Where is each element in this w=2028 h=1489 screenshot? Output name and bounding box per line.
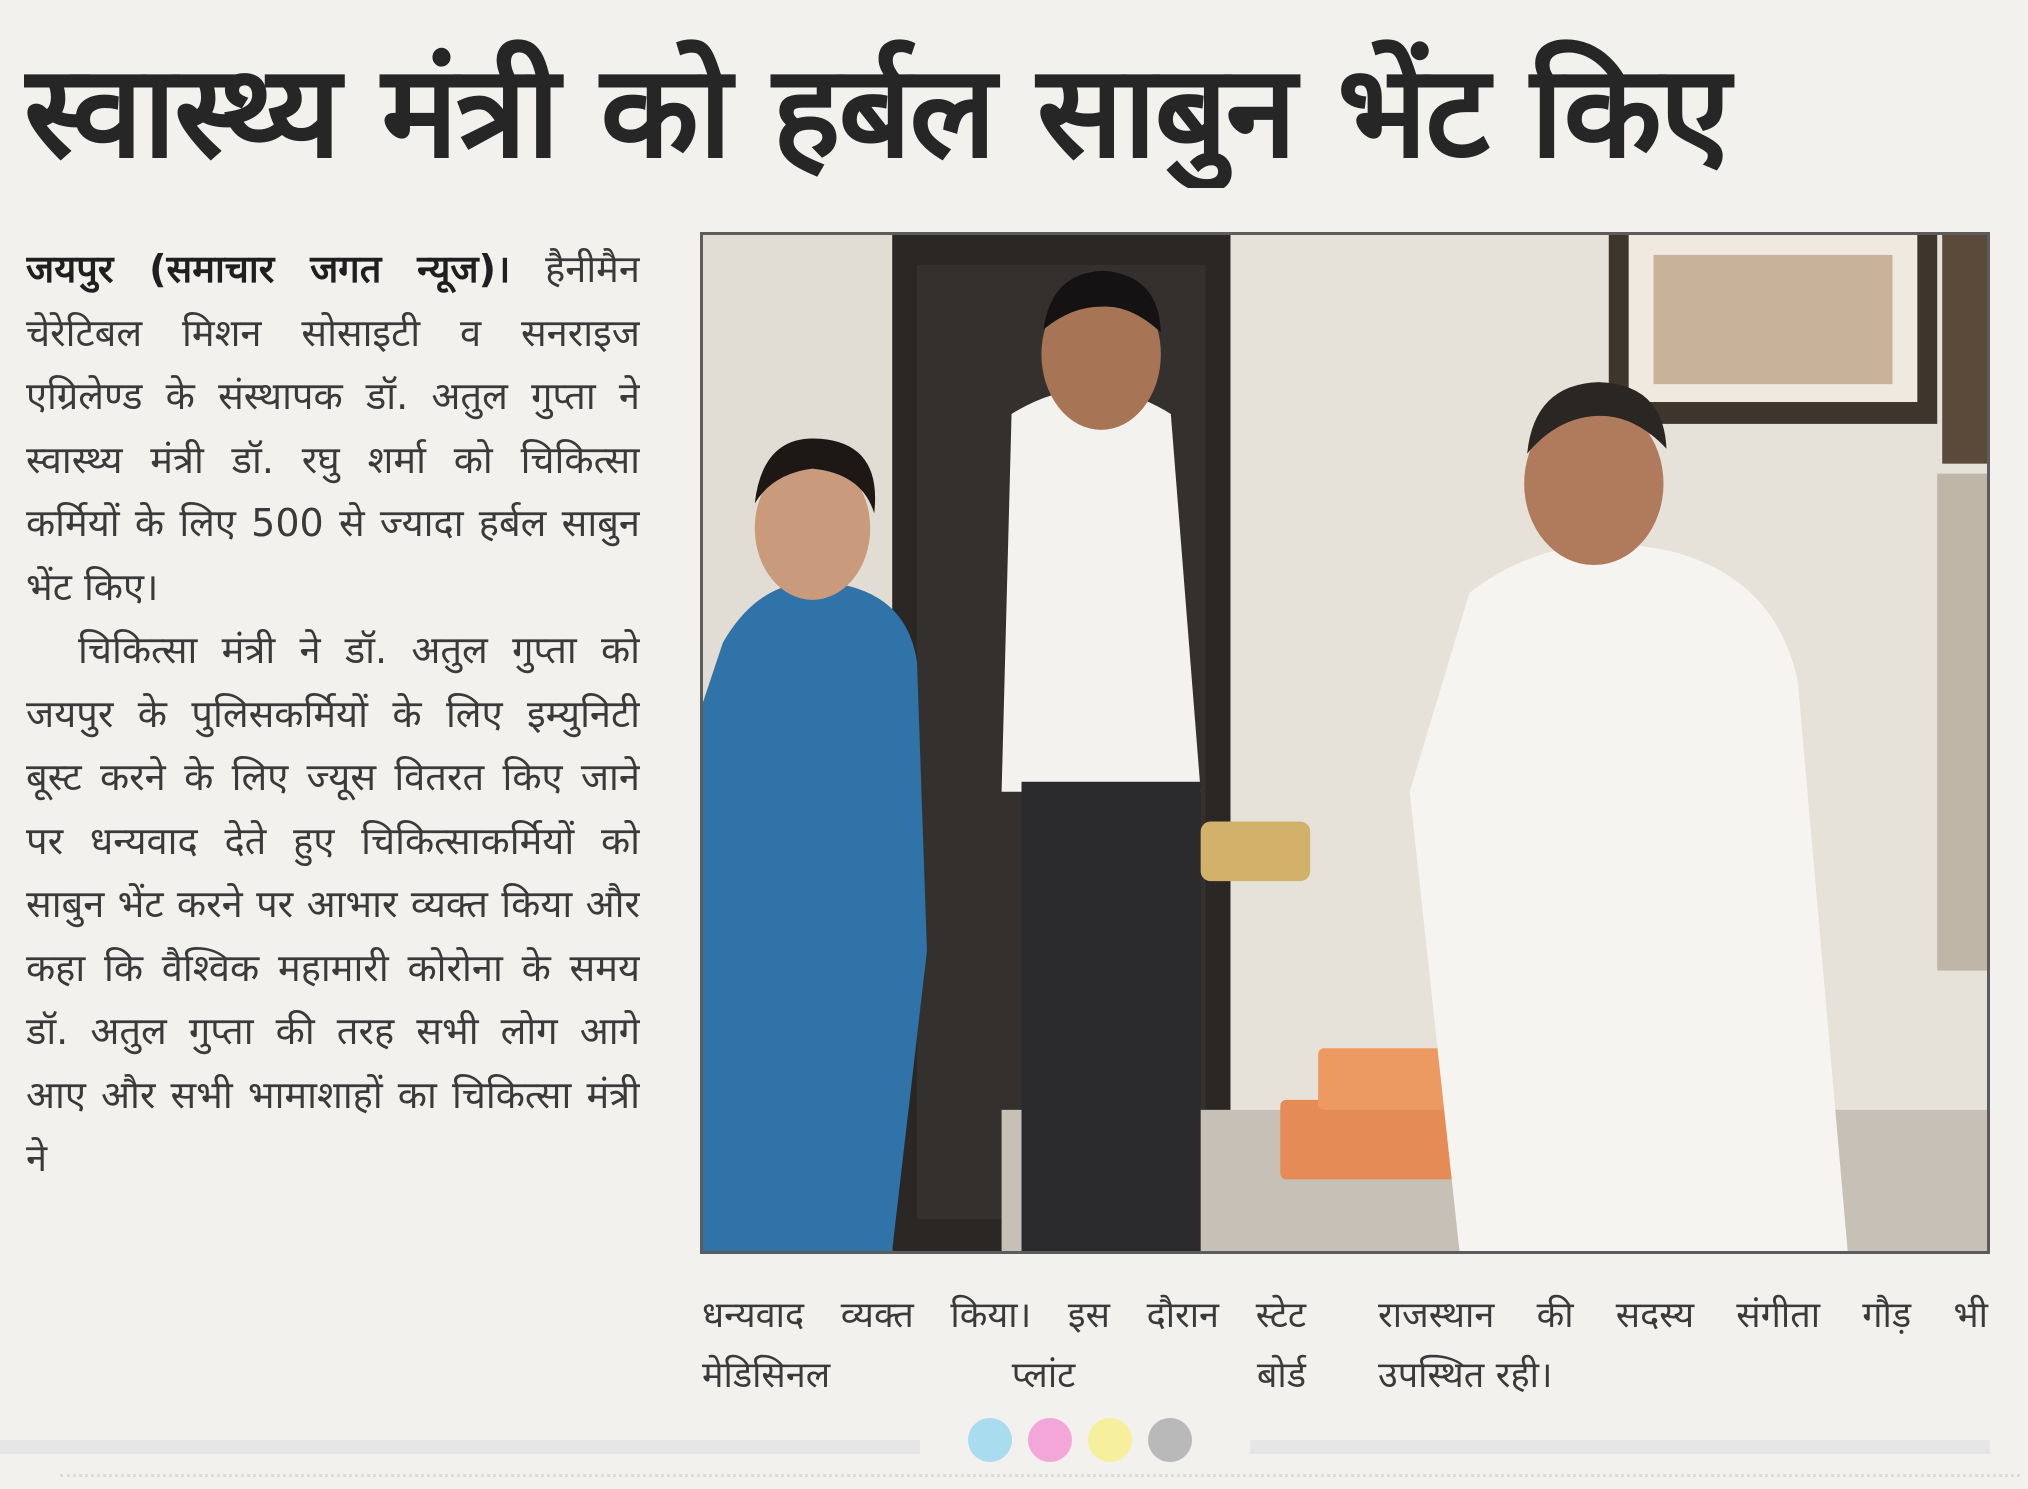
caption-col-2-line-1: राजस्थान की सदस्य संगीता गौड़ भी <box>1378 1295 1988 1336</box>
shelf-area <box>1937 474 1987 971</box>
soap-packets <box>1201 822 1310 882</box>
print-registration-marks <box>968 1418 1208 1458</box>
registration-dot-magenta <box>1028 1418 1072 1462</box>
man-center-shirt <box>1002 389 1201 792</box>
registration-dot-yellow <box>1088 1418 1132 1462</box>
registration-dot-cyan <box>968 1418 1012 1462</box>
man-right-kurta <box>1410 544 1848 1251</box>
footer-rule-left <box>0 1440 920 1454</box>
article-body <box>26 238 640 1378</box>
framed-photo <box>1654 255 1893 384</box>
photo-caption-col-1: धन्यवाद व्यक्त किया। इस दौरान स्टेट मेडिसिनल प्लांट बोर्ड <box>702 1295 1306 1396</box>
caption-col-2-line-2: उपस्थित रही। <box>1378 1355 1553 1396</box>
headline: स्वास्थ्य मंत्री को हर्बल साबुन भेंट किए <box>24 38 1729 187</box>
article-paragraph-1 <box>26 238 640 619</box>
news-photo <box>700 232 1990 1254</box>
photo-illustration <box>703 235 1987 1251</box>
man-center-trousers <box>1022 782 1201 1251</box>
footer-dotted-line <box>60 1474 2020 1477</box>
article-paragraph-2: चिकित्सा मंत्री ने डॉ. अतुल गुप्ता को जयपुर के पुलिसकर्मियों के लिए इम्युनिटी बूस्ट करने के लिए ज्यूस वितरत किए जाने पर धन्यवाद देते हुए चिकित्साकर्मियों को साबुन भेंट करने पर आभार व्यक्त किया और कहा कि वैश्विक महामारी कोरोना के समय डॉ. अतुल गुप्ता की तरह सभी लोग आगे आए और सभी भामाशाहों का चिकित्सा मंत्री ने <box>26 628 640 1180</box>
woman-saree <box>703 582 927 1251</box>
footer-rule-right <box>1250 1440 1990 1454</box>
paragraph-1-text: हैनीमैन चेरेटिबल मिशन सोसाइटी व सनराइज एग्रिलेण्ड के संस्थापक डॉ. अतुल गुप्ता ने स्वास्थ्य मंत्री डॉ. रघु शर्मा को चिकित्सा कर्मियों के लिए 500 से ज्यादा हर्बल साबुन भेंट किए। <box>26 247 640 609</box>
registration-dot-black <box>1148 1418 1192 1462</box>
frame-edge <box>1942 235 1987 464</box>
photo-caption-col-2 <box>1378 1286 1988 1406</box>
dateline: जयपुर (समाचार जगत न्यूज)। <box>26 247 511 291</box>
